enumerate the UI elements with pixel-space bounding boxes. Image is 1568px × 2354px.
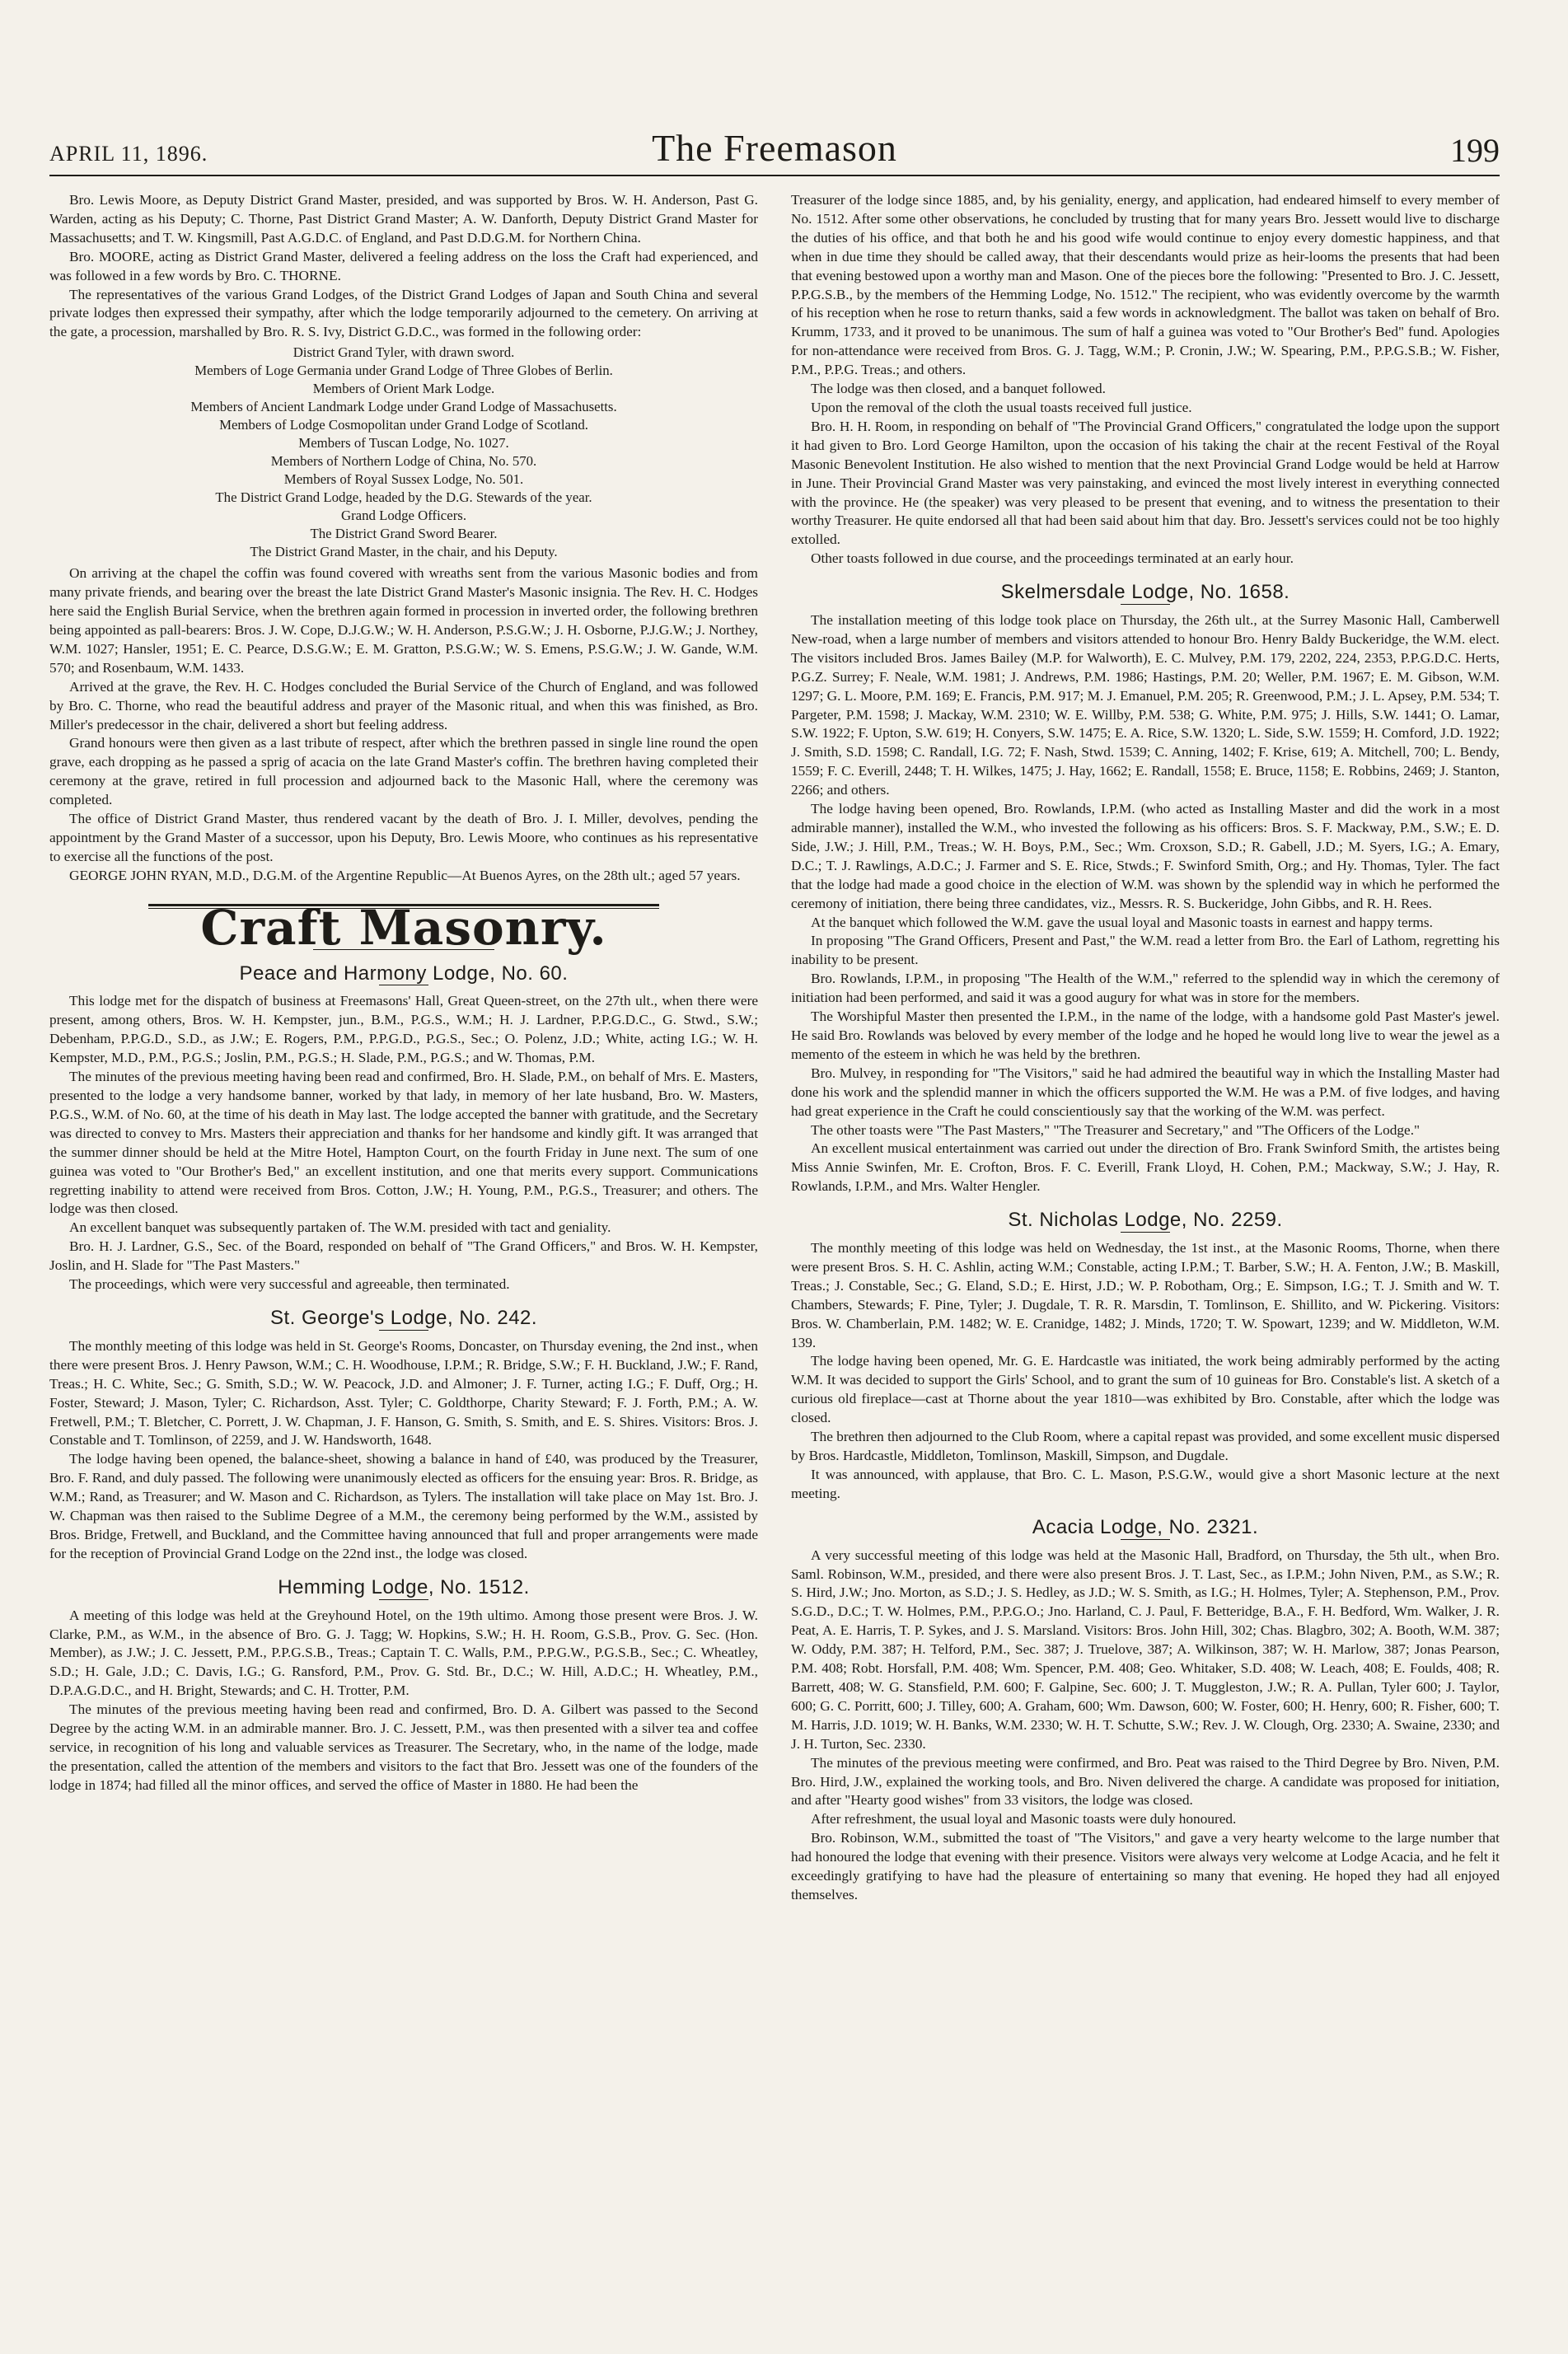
newspaper-title: The Freemason: [652, 127, 897, 169]
paragraph: Other toasts followed in due course, and the proceedings terminated at an early hour.: [811, 550, 1294, 567]
paragraph: The installation meeting of this lodge took place on Thursday, the 26th ult., at the Surrey Masonic Hall, Camberwell New-road, when a large number of members and visitors attended to honour Bro. Henry Baldy Buckeridge, the W.M. elect. The visitors included Bros. James Bailey (M.P. for Walworth), E. C. Mulvey, P.M. 179, 2202, 224, 2353, P.P.G.D.C. Herts, P.G.Z. Surrey; F. Neale, W.M. 1981; J. Andrews, P.M. 1986; Hastings, P.M. 20; Weller, P.M. 1967; E. M. Gibson, W.M. 1297; G. L. Moore, P.M. 169; E. Francis, P.M. 917; M. J. Emanuel, P.M. 205; R. Greenwood, P.M.; J. L. Apsey, P.M. 534; T. Pargeter, P.M. 1598; J. Mackay, W.M. 2310; W. E. Willby, P.M. 538; G. White, P.M. 975; J. Hills, S.W. 1441; O. Lamar, S.W. 1922; F. Upton, S.W. 619; H. Conyers, S.W. 1475; E. A. Rice, S.W. 1320; L. Side, S.W. 1559; H. Comford, J.D. 1922; J. Smith, S.D. 1598; C. Randall, I.G. 72; F. Nash, Stwd. 1539; C. Anning, 1402; F. Krise, 619; A. Mitchell, 700; L. Bendy, 1559; F. C. Everill, 2448; T. H. Wilkes, 1475; J. Hay, 1662; E. Randall, 1558; E. Bruce, 1158; E. Robbins, 2469; J. Stanton, 2266; and others.: [791, 612, 1500, 798]
paragraph: In proposing "The Grand Officers, Present and Past," the W.M. read a letter from Bro. the Earl of Lathom, regretting his inability to be present.: [791, 933, 1500, 968]
procession-item: The District Grand Master, in the chair, and his Deputy.: [250, 544, 558, 560]
paragraph: At the banquet which followed the W.M. gave the usual loyal and Masonic toasts in earnest and happy terms.: [811, 914, 1433, 930]
procession-item: Members of Northern Lodge of China, No. 570.: [270, 453, 537, 470]
paragraph: The other toasts were "The Past Masters," "The Treasurer and Secretary," and "The Officers of the Lodge.": [811, 1121, 1421, 1138]
paragraph: The brethren then adjourned to the Club Room, where a capital repast was provided, and some excellent music dispersed by Bros. Hardcastle, Middleton, Tomlinson, Maskill, Simpson, and Dugdale.: [791, 1429, 1500, 1463]
right-column: [791, 191, 1500, 1905]
paragraph: This lodge met for the dispatch of business at Freemasons' Hall, Great Queen-street, on the 27th ult., when there were present, among others, Bros. W. H. Kempster, jun., B.M., P.G.S., W.M.; H. J. Lardner, P.P.G.D.C., G. Stwd., S.W.; Debenham, P.P.G.D., S.D., as J.W.; E. Rogers, P.M., P.P.G.D., P.G.S., Sec.; O. Polenz, J.D.; White, acting I.G.; W. H. Kempster, M.D., P.M., P.G.S.; Joslin, P.M., P.G.S.; H. Slade, P.M., P.G.S.; and W. Thomas, P.M.: [49, 993, 758, 1066]
divider-rule: [1121, 1539, 1170, 1540]
lodge-heading: St. Nicholas Lodge, No. 2259.: [1008, 1209, 1283, 1232]
paragraph: An excellent musical entertainment was carried out under the direction of Bro. Frank Swinford Smith, the artistes being Miss Annie Swinfen, Mr. E. Crofton, Bros. F. C. Everill, Frank Lloyd, H. Cohen, P.M.; Mackway, S.W.; J. Hay, R. Rowlands, I.P.M., and Mrs. Walter Hengler.: [791, 1140, 1500, 1195]
paragraph: Bro. H. J. Lardner, G.S., Sec. of the Board, responded on behalf of "The Grand Officers," and Bros. W. H. Kempster, Joslin, and H. Slade for "The Past Masters.": [49, 1238, 758, 1274]
paragraph: A very successful meeting of this lodge was held at the Masonic Hall, Bradford, on Thursday, the 5th ult., when Bro. Saml. Robinson, W.M., presided, and there were also present Bros. J. T. Last, Sec., as I.P.M.; John Niven, P.M., as S.W.; R. S. Hird, J.W.; Jno. Morton, as S.D.; J. S. Hedley, as J.D.; W. S. Smith, as I.G.; H. Holmes, Tyler; A. Stephenson, P.M., Prov. S.G.D., D.C.; T. W. Holmes, P.M., P.P.G.O.; Jno. Harland, C. J. Paul, F. Betteridge, B.A., F. H. Bedford, Wm. Walker, J. R. Peat, A. E. Harris, T. P. Sykes, and J. S. Marsland. Visitors: Bros. John Hill, 302; Chas. Blagbro, 302; A. Booth, W.M. 387; W. Oddy, P.M. 387; H. Telford, P.M., Sec. 387; J. Truelove, 387; A. Wilkinson, 387; W. H. Marlow, 387; Jonas Pearson, P.M. 408; Robt. Horsfall, P.M. 408; Wm. Spencer, P.M. 408; Geo. Whitaker, S.D. 408; W. Leach, 408; E. Foulds, 408; R. Barrett, 408; W. G. Stansfield, P.M. 600; F. Galpine, Sec. 600; J. T. Muggleston, J.W.; R. A. Pullan, Tyler 600; J. Taylor, 600; G. C. Porritt, 600; J. Tilley, 600; A. Graham, 600; Wm. Dawson, 600; W. Foster, 600; H. Henry, 600; R. Fisher, 600; T. M. Harris, J.D. 1019; W. H. Banks, W.M. 2330; W. H. T. Schutte, S.W.; Rev. J. W. Clough, Org. 2330; A. Swaine, 2330; and J. H. Turton, Sec. 2330.: [791, 1547, 1500, 1752]
paragraph: Grand honours were then given as a last tribute of respect, after which the brethren passed in single line round the open grave, each dropping as he passed a sprig of acacia on the late Grand Master's coffin. The brethren having completed their ceremony at the grave, retired in full procession and adjourned back to the Masonic Hall, where the ceremony was completed.: [49, 735, 758, 808]
procession-item: Members of Royal Sussex Lodge, No. 501.: [283, 471, 524, 488]
left-column: [49, 191, 758, 1795]
paragraph: The lodge was then closed, and a banquet followed.: [811, 381, 1106, 397]
issue-date: APRIL 11, 1896.: [49, 142, 208, 166]
paragraph: The Worshipful Master then presented the I.P.M., in the name of the lodge, with a handsome gold Past Master's jewel. He said Bro. Rowlands was beloved by every member of the lodge and he hoped he would long live to wear the jewel as a memento of the esteem in which he was held by the brethren.: [791, 1009, 1500, 1062]
paragraph: It was announced, with applause, that Bro. C. L. Mason, P.S.G.W., would give a short Masonic lecture at the next meeting.: [791, 1466, 1500, 1501]
paragraph: The minutes of the previous meeting were confirmed, and Bro. Peat was raised to the Third Degree by Bro. Niven, P.M. Bro. Hird, J.W., explained the working tools, and Bro. Niven delivered the charge. A candidate was proposed for initiation, and after "Hearty good wishes" from 33 visitors, the lodge was closed.: [791, 1754, 1500, 1809]
paragraph: Treasurer of the lodge since 1885, and, by his geniality, energy, and application, had endeared himself to every member of No. 1512. After some other observations, he concluded by trusting that for many years Bro. Jessett would live to discharge the duties of his office, and that both he and his good wife would continue to enjoy every domestic happiness, and that when in due time they should be called away, that their descendants would prize as heir-looms the presents that had been that evening bestowed upon a worthy man and Mason. One of the pieces bore the following: "Presented to Bro. J. C. Jessett, P.P.G.S.B., by the members of the Hemming Lodge, No. 1512." The recipient, who was evidently overcome by the warmth of his reception when he rose to return thanks, said a few words in acknowledgment. The ballot was taken on behalf of Bro. Krumm, 1733, and it proved to be unanimous. The sum of half a guinea was voted to "Our Brother's Bed" fund. Apologies for non-attendance were received from Bros. G. J. Tagg, W.M.; P. Cronin, J.W.; W. Spearing, P.M., P.P.G.S.B.; W. Fisher, P.M., P.P.G. Treas.; and others.: [791, 192, 1500, 378]
paragraph: The lodge having been opened, Bro. Rowlands, I.P.M. (who acted as Installing Master and did the work in a most admirable manner), installed the W.M., who invested the following as his officers: Bros. S. F. Mackway, P.M., S.W.; E. D. Side, J.W.; J. Hill, P.M., Treas.; W. H. Boys, P.M., Sec.; Wm. Croxson, S.D.; R. Gabell, J.D.; M. Syers, I.G.; A. Emary, D.C.; T. J. Rawlings, A.D.C.; J. Farmer and S. E. Rice, Stwds.; F. Swinford Smith, Org.; and Hy. Thomas, Tyler. The fact that the lodge had made a good choice in the election of W.M. was shown by the splendid way in which he performed the ceremony of initiation, there being three candidates, viz., Messrs. R. S. Buckeridge, John Gibbs, and R. H. Rees.: [791, 801, 1500, 911]
paragraph: Bro. MOORE, acting as District Grand Master, delivered a feeling address on the loss the Craft had experienced, and was followed in a few words by Bro. C. THORNE.: [49, 248, 758, 283]
paragraph: Bro. Lewis Moore, as Deputy District Grand Master, presided, and was supported by Bros. W. H. Anderson, Past G. Warden, acting as his Deputy; C. Thorne, Past District Grand Master; A. W. Danforth, Deputy District Grand Master for Massachusetts; and T. W. Kingsmill, Past A.G.D.C. of England, and Past D.D.G.M. for Northern China.: [49, 192, 758, 246]
procession-item: Members of Lodge Cosmopolitan under Grand Lodge of Scotland.: [219, 417, 588, 433]
paragraph: The minutes of the previous meeting having been read and confirmed, Bro. H. Slade, P.M., on behalf of Mrs. E. Masters, presented to the lodge a very handsome banner, worked by that lady, in memory of her late husband, Bro. W. Masters, P.G.S., W.M. of No. 60, at the time of his death in May last. The lodge accepted the banner with gratitude, and the Secretary was directed to convey to Mrs. Masters their appreciation and thanks for her handsome and kindly gift. It was arranged that the summer dinner should be held at the Mitre Hotel, Hampton Court, on the fourth Friday in June next. The sum of one guinea was voted to "Our Brother's Bed," an excellent institution, and one that merits every support. Communications regretting inability to attend were received from Bros. Cotton, J.W.; H. Young, P.M., P.G.S., Treasurer; and others. The lodge was then closed.: [49, 1069, 758, 1217]
paragraph: The proceedings, which were very successful and agreeable, then terminated.: [69, 1276, 510, 1293]
paragraph: On arriving at the chapel the coffin was found covered with wreaths sent from the various Masonic bodies and from many private friends, and bearing over the breast the late District Grand Master's Masonic insignia. The Rev. H. C. Hodges here said the English Burial Service, when the brethren again formed in procession in inverted order, the following brethren being appointed as pall-bearers: Bros. J. W. Cope, D.J.G.W.; W. H. Anderson, P.S.G.W.; J. H. Osborne, P.J.G.W.; J. Northey, W.M. 1027; Hansler, 1951; E. C. Pearce, D.S.G.W.; E. M. Gratton, P.S.G.W.; W. S. Emens, P.S.G.W.; J. W. Gande, W.M. 570; and Rosenbaum, W.M. 1433.: [49, 565, 758, 676]
lodge-heading: Hemming Lodge, No. 1512.: [278, 1575, 530, 1598]
paragraph: Bro. H. H. Room, in responding on behalf of "The Provincial Grand Officers," congratulated the lodge upon the support it had given to Bro. Lord George Hamilton, upon the occasion of his taking the chair at the recent Festival of the Royal Masonic Benevolent Institution. He also wished to mention that the next Provincial Grand Lodge would be held at Harrow in June. Their Provincial Grand Master was very painstaking, and evinced the most lively interest in everything connected with the province. He (the speaker) was very pleased to be present that evening, and to witness the presentation to their worthy Treasurer. He quite endorsed all that had been said about him that day. Bro. Jessett's services could not be too highly extolled.: [791, 418, 1500, 548]
procession-list: [49, 344, 758, 561]
procession-item: The District Grand Lodge, headed by the D.G. Stewards of the year.: [215, 489, 592, 506]
procession-item: Members of Loge Germania under Grand Lodge of Three Globes of Berlin.: [194, 363, 613, 379]
paragraph: Arrived at the grave, the Rev. H. C. Hodges concluded the Burial Service of the Church of England, and was followed by Bro. C. Thorne, who read the beautiful address and prayer of the Masonic ritual, and when this was finished, as Bro. Miller's predecessor in the chair, delivered a short but feeling address.: [49, 678, 758, 732]
divider-rule: [1121, 1232, 1170, 1233]
paragraph: A meeting of this lodge was held at the Greyhound Hotel, on the 19th ultimo. Among those present were Bros. J. W. Clarke, P.M., as W.M., in the absence of Bro. G. J. Tagg; W. Hopkins, S.W.; H. H. Room, G.S.B., Prov. G. Sec. (Hon. Member), as J.W.; J. C. Jessett, P.M., P.P.G.S.B., Treas.; Captain T. C. Walls, P.M., P.P.G.W., P.G.S.B., Sec.; C. Wheatley, S.D.; H. Gale, J.D.; C. Davis, I.G.; G. Ransford, P.M., Prov. G. Std. Br., D.C.; W. Hill, A.D.C.; H. Wheatley, P.M., D.P.A.G.D.C., and H. Bright, Stewards; and C. H. Trotter, P.M.: [49, 1607, 758, 1699]
divider-rule: [1121, 604, 1170, 605]
section-title: Craft Masonry.: [200, 899, 607, 956]
paragraph: Bro. Robinson, W.M., submitted the toast of "The Visitors," and gave a very hearty welcome to the large number that had honoured the lodge that evening with their presence. Visitors were always very welcome at Lodge Acacia, and he felt it exceedingly gratifying to have had the pleasure of entertaining so many that evening. He hoped they had all enjoyed themselves.: [791, 1830, 1500, 1902]
procession-item: District Grand Tyler, with drawn sword.: [293, 344, 515, 361]
paragraph: An excellent banquet was subsequently partaken of. The W.M. presided with tact and geniality.: [69, 1219, 611, 1236]
procession-item: Members of Ancient Landmark Lodge under Grand Lodge of Massachusetts.: [190, 399, 617, 415]
procession-item: The District Grand Sword Bearer.: [310, 526, 498, 542]
masthead: [49, 124, 1500, 176]
obituary-notice: GEORGE JOHN RYAN, M.D., D.G.M. of the Argentine Republic—At Buenos Ayres, on the 28th ult.; aged 57 years.: [69, 867, 741, 883]
paragraph: The office of District Grand Master, thus rendered vacant by the death of Bro. J. I. Miller, devolves, pending the appointment by the Grand Master of a successor, upon his Deputy, Bro. Lewis Moore, who continues as his representative to exercise all the functions of the post.: [49, 811, 758, 864]
page-number: 199: [1450, 132, 1500, 169]
paragraph: The minutes of the previous meeting having been read and confirmed, Bro. D. A. Gilbert was passed to the Second Degree by the acting W.M. in an admirable manner. Bro. J. C. Jessett, P.M., was then presented with a silver tea and coffee service, in recognition of his long and valuable services as Treasurer. The Secretary, who, in the name of the lodge, made the presentation, called the attention of the members and visitors to the fact that Bro. Jessett was one of the founders of the lodge in 1874; had filled all the minor offices, and served the office of Master in 1880. He had been the: [49, 1701, 758, 1793]
paragraph: Bro. Mulvey, in responding for "The Visitors," said he had admired the beautiful way in which the Installing Master had done his work and the splendid manner in which the officers supported the W.M. He was a P.M. of five lodges, and having had great experience in the Craft he could conscientiously say that the working of the W.M. was perfect.: [791, 1065, 1500, 1119]
paragraph: The lodge having been opened, Mr. G. E. Hardcastle was initiated, the work being admirably performed by the acting W.M. It was decided to support the Girls' School, and to grant the sum of 10 guineas for Bro. Constable's list. A sketch of a curious old fireplace—cast at Thorne about the year 1810—was exhibited by Bro. Constable, after which the lodge was closed.: [791, 1353, 1500, 1426]
divider-rule: [379, 1599, 428, 1600]
paragraph: Bro. Rowlands, I.P.M., in proposing "The Health of the W.M.," referred to the splendid way in which the ceremony of initiation had been performed, and said it was a good augury for what was in store for the members.: [791, 971, 1500, 1006]
lodge-heading: St. George's Lodge, No. 242.: [269, 1306, 538, 1329]
lodge-heading: Peace and Harmony Lodge, No. 60.: [239, 962, 569, 985]
procession-item: Members of Orient Mark Lodge.: [312, 381, 495, 397]
divider-rule: [379, 1330, 428, 1331]
procession-item: Members of Tuscan Lodge, No. 1027.: [298, 435, 509, 452]
paragraph: The lodge having been opened, the balance-sheet, showing a balance in hand of £40, was produced by the Treasurer, Bro. F. Rand, and duly passed. The following were unanimously elected as officers for the ensuing year: Bros. R. Bridge, as W.M.; Rand, as Treasurer; and W. Mason and C. Richardson, as Tylers. The installation will take place on May 1st. Bro. J. W. Chapman was then raised to the Sublime Degree of a M.M., the ceremony being performed by the W.M., assisted by Bros. Bridge, Fretwell, and Buckland, and the Committee having announced that full and proper arrangements were made for the reception of Provincial Grand Lodge on the 22nd inst., the lodge was closed.: [49, 1451, 758, 1561]
paragraph: The monthly meeting of this lodge was held in St. George's Rooms, Doncaster, on Thursday evening, the 2nd inst., when there were present Bros. J. Henry Pawson, W.M.; C. H. Woodhouse, I.P.M.; R. Bridge, S.W.; F. H. Buckland, J.W.; F. Rand, Treas.; H. C. White, Sec.; G. Smith, S.D.; W. W. Peacock, J.D. and Almoner; J. F. Turner, acting I.G.; F. Duff, Org.; H. Foster, Steward; J. Mason, Tyler; C. Richardson, Asst. Tyler; C. Goldthorpe, Charity Steward; F. J. Forth, P.M.; A. W. Fretwell, P.M.; T. Bletcher, C. Porrett, J. W. Chapman, J. F. Hanson, G. Smith, S. Smith, and E. S. Shires. Visitors: Bros. J. Constable and T. Tomlinson, of 2259, and J. W. Handsworth, 1648.: [49, 1337, 758, 1448]
paragraph: The monthly meeting of this lodge was held on Wednesday, the 1st inst., at the Masonic Rooms, Thorne, when there were present Bros. S. H. C. Ashlin, acting W.M.; Constable, acting I.P.M.; T. Barber, S.W.; H. A. Fenton, J.W.; B. Maskill, Treas.; J. Constable, Sec.; G. Eland, S.D.; E. Hirst, J.D.; W. P. Robotham, Org.; E. Simpson, I.G.; T. J. Smith and W. T. Chambers, Stewards; F. Pine, Tyler; J. Dugdale, T. R. R. Marsdin, T. Tomlinson, E. Shillito, and W. Pickering. Visitors: Bros. W. Chamberlain, P.M. 1482; W. E. Cranidge, 1482; J. Minds, 1720; T. W. Spowart, 1239; and W. Middleton, W.M. 139.: [791, 1240, 1500, 1350]
paragraph: The representatives of the various Grand Lodges, of the District Grand Lodges of Japan and South China and several private lodges then expressed their sympathy, after which the lodge temporarily adjourned to the cemetery. On arriving at the gate, a procession, marshalled by Bro. R. S. Ivy, District G.D.C., was formed in the following order:: [49, 286, 758, 340]
paragraph: Upon the removal of the cloth the usual toasts received full justice.: [811, 399, 1192, 415]
lodge-heading: Acacia Lodge, No. 2321.: [1032, 1515, 1259, 1538]
lodge-heading: Skelmersdale Lodge, No. 1658.: [1000, 581, 1290, 604]
procession-item: Grand Lodge Officers.: [340, 508, 467, 524]
paragraph: After refreshment, the usual loyal and Masonic toasts were duly honoured.: [811, 1811, 1237, 1828]
